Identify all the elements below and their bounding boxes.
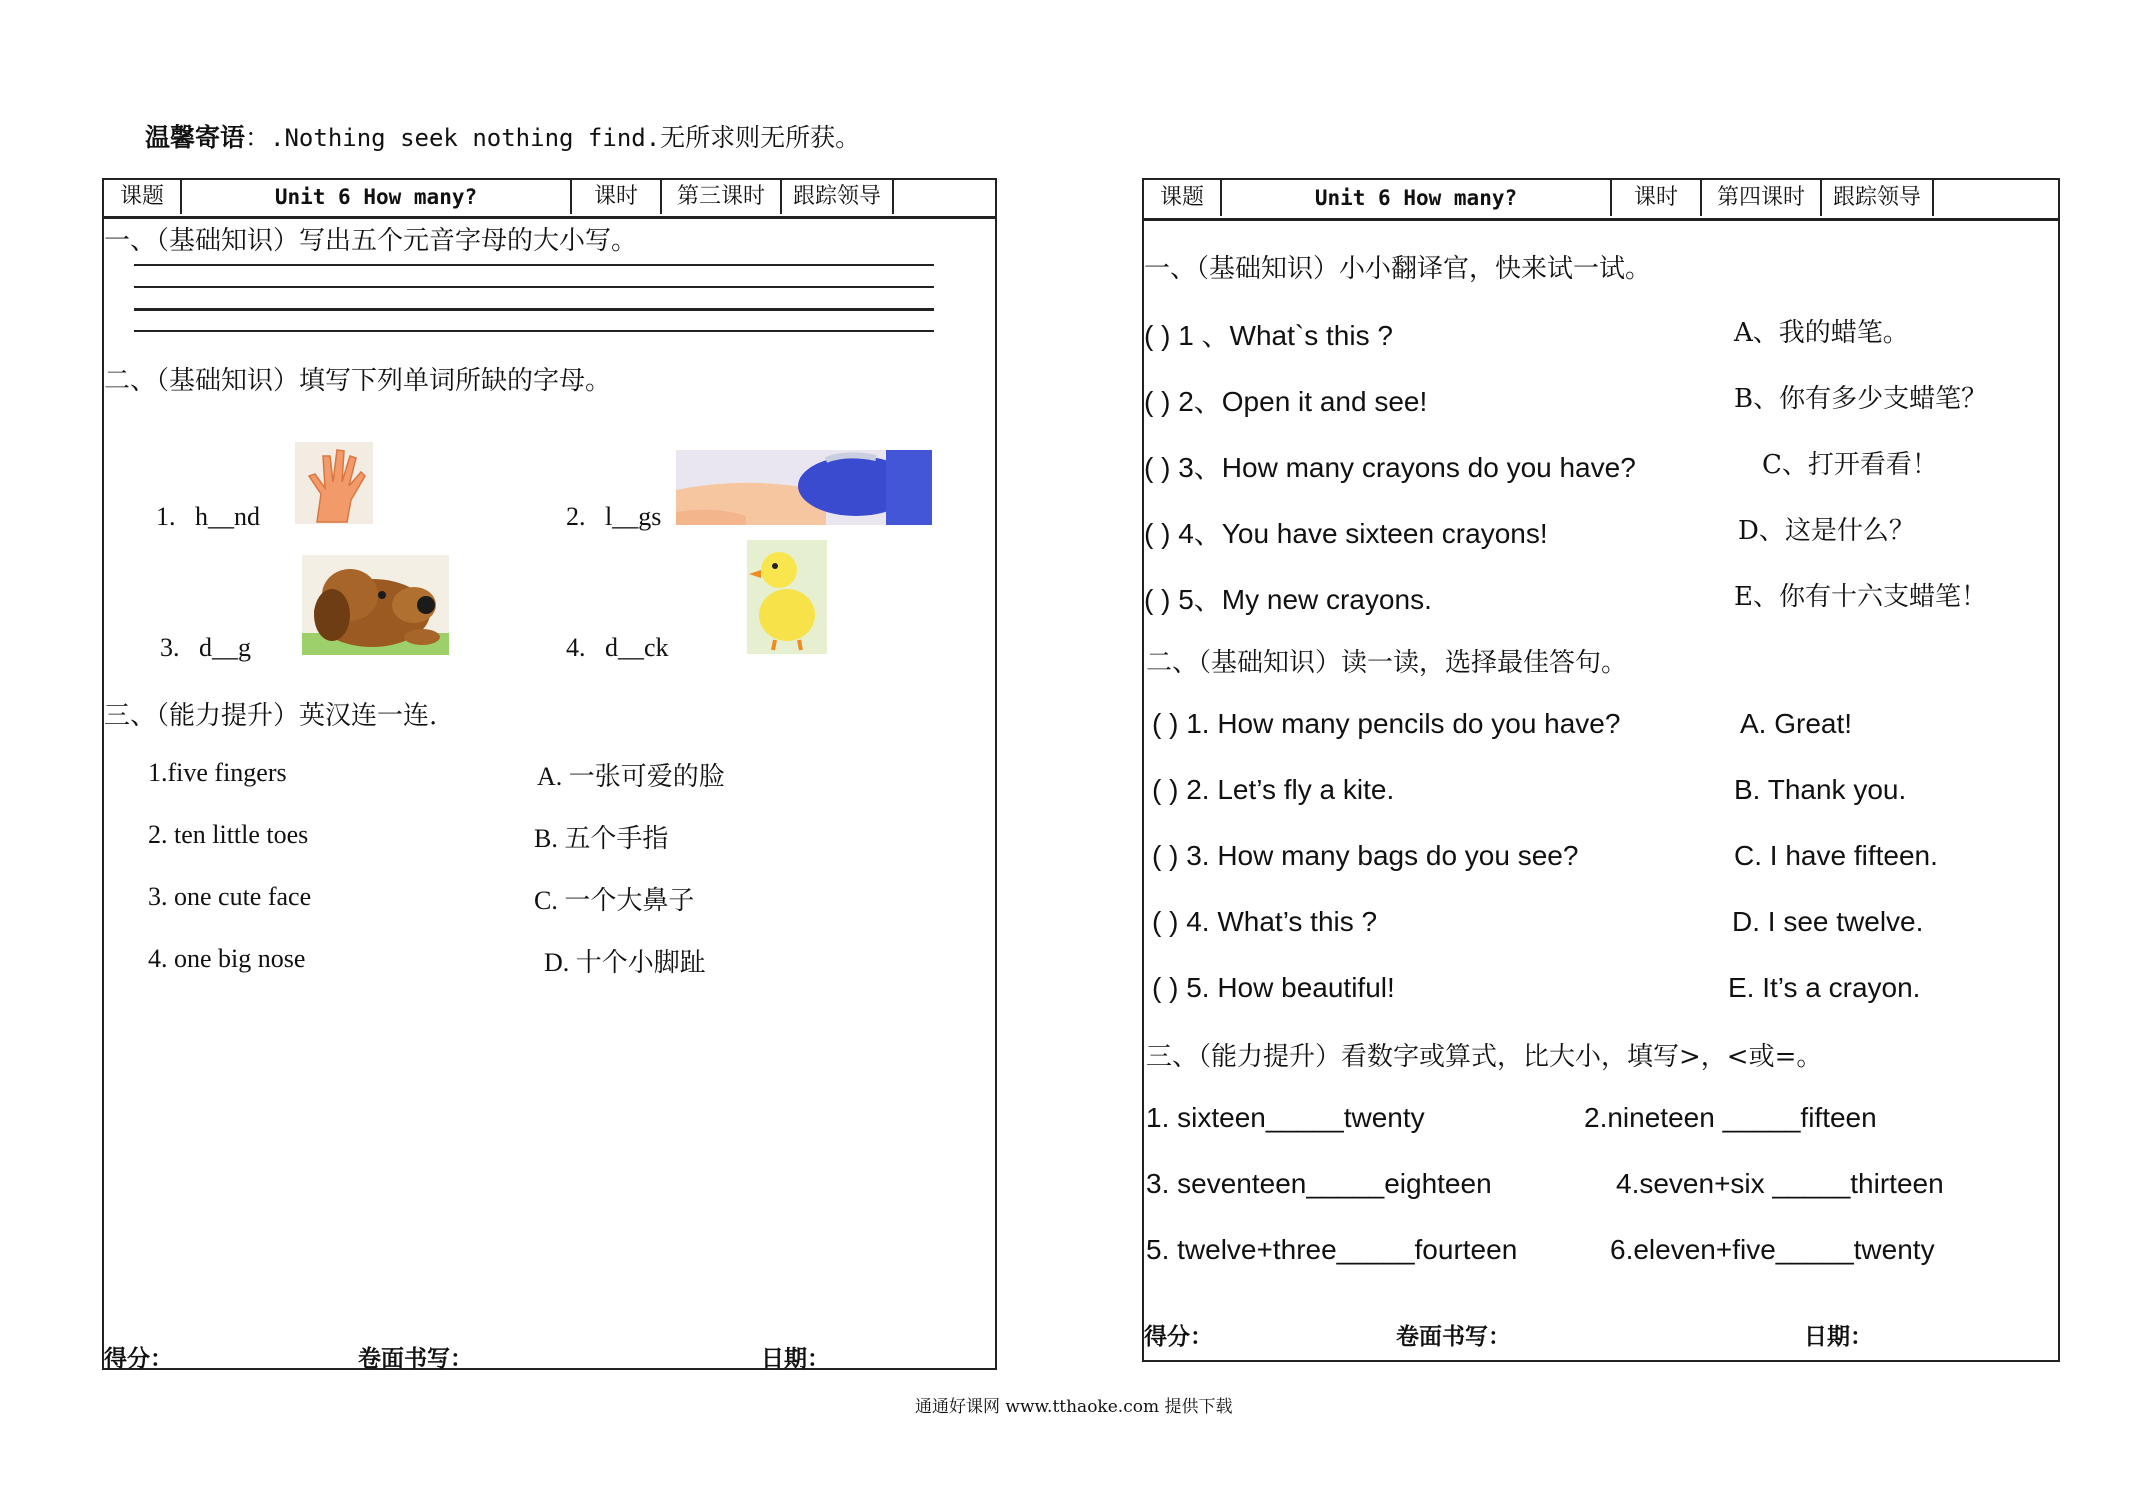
motto-text: .Nothing seek nothing find. (270, 124, 661, 152)
choose-a4: D. I see twelve. (1732, 906, 1924, 937)
word-item-2: 2. l__gs (566, 502, 662, 531)
choose-q3: ( ) 3. How many bags do you see? (1152, 840, 1579, 871)
choose-q4: ( ) 4. What’s this ? (1152, 906, 1378, 937)
right-section-3-title: 三、（能力提升）看数字或算式，比大小，填写>，<或=。 (1146, 1042, 1823, 1072)
match-cn-2: B. 五个手指 (534, 824, 669, 853)
left-header-topic: 课题 (104, 180, 182, 214)
word-item-1: 1. h__nd (156, 502, 260, 531)
right-date-label: 日期： (1804, 1324, 1873, 1350)
translate-a1: A、我的蜡笔。 (1734, 318, 1909, 348)
right-score-label: 得分： (1144, 1324, 1213, 1350)
hand-picture (295, 442, 373, 524)
left-header (104, 180, 995, 219)
translate-q2: ( ) 2、Open it and see! (1144, 386, 1428, 417)
footer-credit: 通通好课网 www.tthaoke.com 提供下载 (915, 1397, 1233, 1417)
compare-3: 3. seventeen_____eighteen (1146, 1168, 1492, 1199)
writing-line-1 (134, 264, 934, 266)
translate-q5: ( ) 5、My new crayons. (1144, 584, 1432, 615)
right-worksheet (1142, 178, 2060, 1362)
translate-a3: C、打开看看！ (1762, 450, 1938, 480)
writing-line-4 (134, 330, 934, 332)
right-header-period-label: 课时 (1612, 180, 1702, 216)
left-header-unit: Unit 6 How many? (182, 180, 572, 214)
match-cn-4: D. 十个小脚趾 (544, 948, 706, 977)
choose-q5: ( ) 5. How beautiful! (1152, 972, 1395, 1003)
match-en-2: 2. ten little toes (148, 820, 309, 849)
word-item-4: 4. d__ck (566, 633, 669, 662)
choose-a2: B. Thank you. (1734, 774, 1907, 805)
left-writing-label: 卷面书写： (358, 1346, 473, 1372)
left-section-1-title: 一、（基础知识）写出五个元音字母的大小写。 (104, 226, 638, 256)
right-header-topic: 课题 (1144, 180, 1222, 216)
choose-a1: A. Great! (1740, 708, 1853, 739)
translate-q4: ( ) 4、You have sixteen crayons! (1144, 518, 1548, 549)
match-en-1: 1.five fingers (148, 758, 287, 787)
translate-a5: E、你有十六支蜡笔！ (1734, 582, 1987, 612)
compare-6: 6.eleven+five_____twenty (1610, 1234, 1935, 1265)
left-header-period: 第三课时 (662, 180, 782, 214)
writing-line-2 (134, 286, 934, 288)
compare-5: 5. twelve+three_____fourteen (1146, 1234, 1518, 1265)
duck-picture (747, 540, 827, 654)
choose-q2: ( ) 2. Let’s fly a kite. (1152, 774, 1395, 805)
translate-a4: D、这是什么？ (1738, 516, 1915, 546)
choose-a5: E. It’s a crayon. (1728, 972, 1921, 1003)
match-en-3: 3. one cute face (148, 882, 312, 911)
left-header-track: 跟踪领导 (782, 180, 894, 214)
left-section-2-title: 二、（基础知识）填写下列单词所缺的字母。 (104, 366, 612, 396)
choose-a3: C. I have fifteen. (1734, 840, 1938, 871)
left-section-3-title: 三、（能力提升）英汉连一连. (104, 701, 438, 731)
right-header-track: 跟踪领导 (1822, 180, 1934, 216)
writing-line-3 (134, 308, 934, 311)
right-header-unit: Unit 6 How many? (1222, 180, 1612, 216)
left-header-period-label: 课时 (572, 180, 662, 214)
left-worksheet (102, 178, 997, 1370)
right-section-2-title: 二、（基础知识）读一读，选择最佳答句。 (1146, 648, 1628, 678)
motto: 温馨寄语：.Nothing seek nothing find.无所求则无所获。 (145, 123, 861, 152)
choose-q1: ( ) 1. How many pencils do you have? (1152, 708, 1621, 739)
right-header (1144, 180, 2058, 221)
word-item-3: 3. d__g (160, 633, 251, 662)
legs-picture (676, 450, 932, 525)
match-cn-1: A. 一张可爱的脸 (537, 762, 725, 791)
translate-q1: ( ) 1 、What`s this ? (1144, 320, 1393, 351)
right-writing-label: 卷面书写： (1396, 1324, 1511, 1350)
translate-a2: B、你有多少支蜡笔？ (1734, 384, 1988, 414)
compare-2: 2.nineteen _____fifteen (1584, 1102, 1877, 1133)
left-date-label: 日期： (761, 1346, 830, 1372)
motto-cn: 无所求则无所获。 (660, 123, 861, 152)
compare-1: 1. sixteen_____twenty (1146, 1102, 1425, 1133)
compare-4: 4.seven+six _____thirteen (1616, 1168, 1944, 1199)
right-header-period: 第四课时 (1702, 180, 1822, 216)
match-cn-3: C. 一个大鼻子 (534, 886, 695, 915)
right-section-1-title: 一、（基础知识）小小翻译官，快来试一试。 (1144, 254, 1652, 284)
match-en-4: 4. one big nose (148, 944, 306, 973)
left-score-label: 得分： (104, 1346, 173, 1372)
translate-q3: ( ) 3、How many crayons do you have? (1144, 452, 1636, 483)
dog-picture (302, 555, 449, 655)
motto-label: 温馨寄语 (145, 123, 246, 152)
